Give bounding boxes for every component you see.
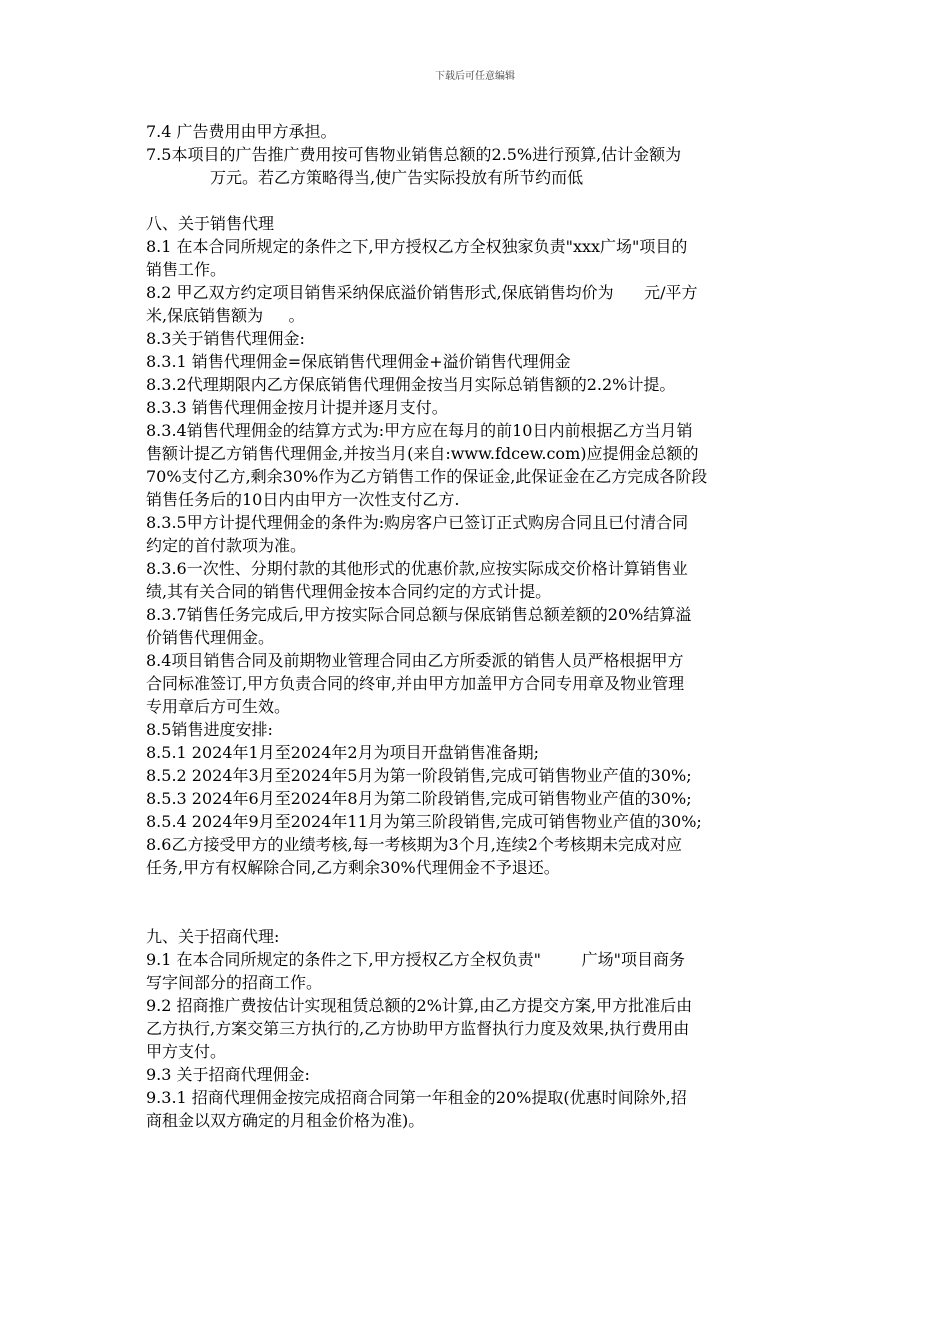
clause-8-3-3: 8.3.3 销售代理佣金按月计提并逐月支付。 — [146, 398, 448, 417]
clause-8-3-4-cont-1: 售额计提乙方销售代理佣金,并按当月(来自:www.fdcew.com)应提佣金总额的 — [146, 444, 699, 463]
clause-8-5-3: 8.5.3 2024年6月至2024年8月为第二阶段销售,完成可销售物业产值的30%; — [146, 789, 692, 808]
clause-8-2: 8.2 甲乙双方约定项目销售采纳保底溢价销售形式,保底销售均价为 元/平方 — [146, 283, 698, 302]
section-8-heading: 八、关于销售代理 — [146, 214, 275, 233]
clause-9-3-1-cont: 商租金以双方确定的月租金价格为准)。 — [146, 1111, 425, 1130]
clause-8-3: 8.3关于销售代理佣金: — [146, 329, 305, 348]
clause-9-2-cont-2: 甲方支付。 — [146, 1042, 227, 1061]
page-header-note: 下载后可任意编辑 — [435, 71, 515, 82]
clause-8-1-cont: 销售工作。 — [146, 260, 227, 279]
clause-8-4-cont-1: 合同标准签订,甲方负责合同的终审,并由甲方加盖甲方合同专用章及物业管理 — [146, 674, 685, 693]
clause-8-3-4: 8.3.4销售代理佣金的结算方式为:甲方应在每月的前10日内前根据乙方当月销 — [146, 421, 693, 440]
clause-9-3: 9.3 关于招商代理佣金: — [146, 1065, 310, 1084]
clause-7-4: 7.4 广告费用由甲方承担。 — [146, 122, 337, 141]
clause-7-5-cont: 万元。若乙方策略得当,使广告实际投放有所节约而低 — [210, 168, 584, 187]
spacer — [146, 189, 810, 212]
clause-8-6-cont: 任务,甲方有权解除合同,乙方剩余30%代理佣金不予退还。 — [146, 858, 560, 877]
clause-9-2-cont-1: 乙方执行,方案交第三方执行的,乙方协助甲方监督执行力度及效果,执行费用由 — [146, 1019, 690, 1038]
clause-9-1: 9.1 在本合同所规定的条件之下,甲方授权乙方全权负责" 广场"项目商务 — [146, 950, 686, 969]
clause-8-3-5-cont: 约定的首付款项为准。 — [146, 536, 307, 555]
clause-8-5-2: 8.5.2 2024年3月至2024年5月为第一阶段销售,完成可销售物业产值的30%; — [146, 766, 692, 785]
clause-8-4: 8.4项目销售合同及前期物业管理合同由乙方所委派的销售人员严格根据甲方 — [146, 651, 684, 670]
clause-8-3-7: 8.3.7销售任务完成后,甲方按实际合同总额与保底销售总额差额的20%结算溢 — [146, 605, 692, 624]
clause-8-3-5: 8.3.5甲方计提代理佣金的条件为:购房客户已签订正式购房合同且已付清合同 — [146, 513, 689, 532]
clause-9-1-cont: 写字间部分的招商工作。 — [146, 973, 323, 992]
clause-9-2: 9.2 招商推广费按估计实现租赁总额的2%计算,由乙方提交方案,甲方批准后由 — [146, 996, 693, 1015]
clause-8-4-cont-2: 专用章后方可生效。 — [146, 697, 291, 716]
clause-8-3-7-cont: 价销售代理佣金。 — [146, 628, 275, 647]
clause-8-3-1: 8.3.1 销售代理佣金=保底销售代理佣金+溢价销售代理佣金 — [146, 352, 571, 371]
spacer — [146, 879, 810, 925]
clause-8-2-cont: 米,保底销售额为 。 — [146, 306, 305, 325]
clause-8-5: 8.5销售进度安排: — [146, 720, 273, 739]
clause-8-5-1: 8.5.1 2024年1月至2024年2月为项目开盘销售准备期; — [146, 743, 539, 762]
clause-9-3-1: 9.3.1 招商代理佣金按完成招商合同第一年租金的20%提取(优惠时间除外,招 — [146, 1088, 687, 1107]
clause-8-3-4-cont-2: 70%支付乙方,剩余30%作为乙方销售工作的保证金,此保证金在乙方完成各阶段 — [146, 467, 708, 486]
clause-8-3-6: 8.3.6一次性、分期付款的其他形式的优惠价款,应按实际成交价格计算销售业 — [146, 559, 688, 578]
clause-8-1: 8.1 在本合同所规定的条件之下,甲方授权乙方全权独家负责"xxx广场"项目的 — [146, 237, 688, 256]
document-body — [146, 120, 810, 1132]
clause-8-5-4: 8.5.4 2024年9月至2024年11月为第三阶段销售,完成可销售物业产值的30%; — [146, 812, 702, 831]
clause-8-3-4-cont-3: 销售任务后的10日内由甲方一次性支付乙方. — [146, 490, 460, 509]
clause-8-3-2: 8.3.2代理期限内乙方保底销售代理佣金按当月实际总销售额的2.2%计提。 — [146, 375, 676, 394]
clause-8-6: 8.6乙方接受甲方的业绩考核,每一考核期为3个月,连续2个考核期未完成对应 — [146, 835, 682, 854]
clause-7-5: 7.5本项目的广告推广费用按可售物业销售总额的2.5%进行预算,估计金额为 — [146, 145, 682, 164]
clause-8-3-6-cont: 绩,其有关合同的销售代理佣金按本合同约定的方式计提。 — [146, 582, 552, 601]
section-9-heading: 九、关于招商代理: — [146, 927, 280, 946]
